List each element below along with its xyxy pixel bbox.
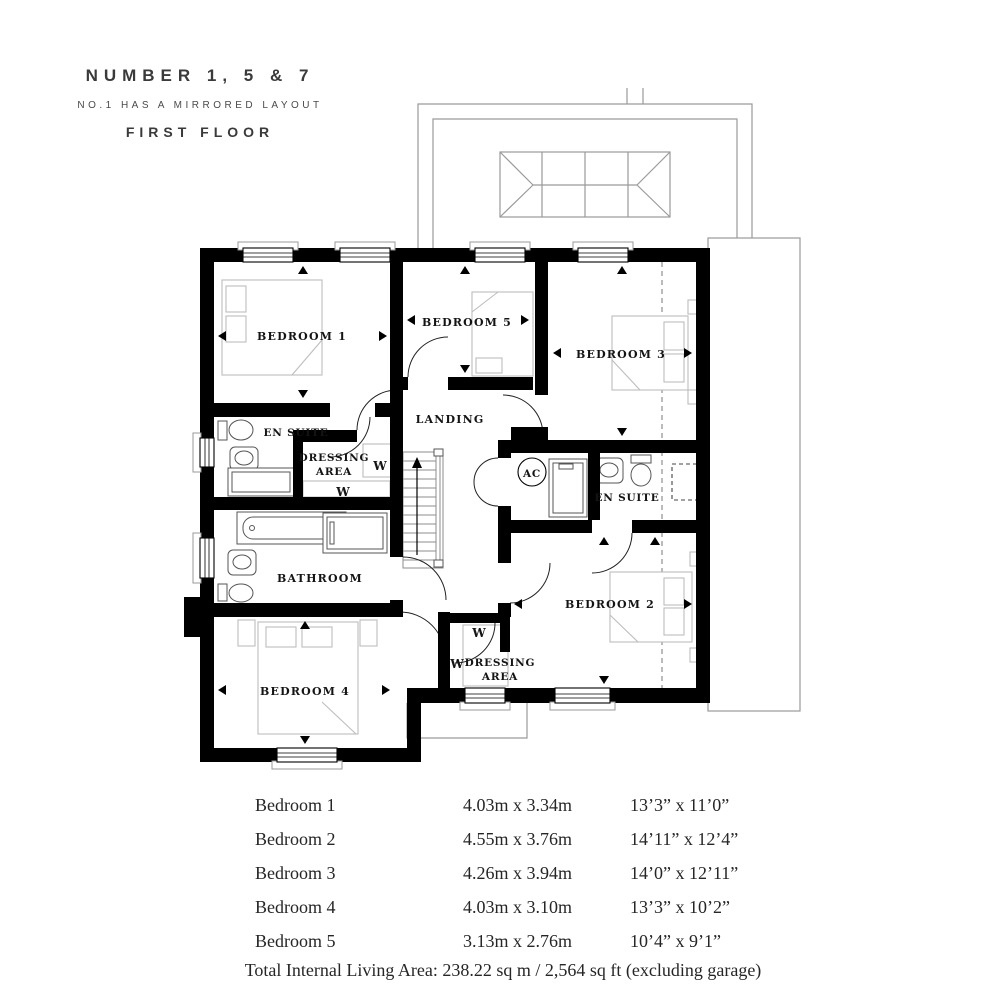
room-label-bedroom4: BEDROOM 4 xyxy=(260,685,350,698)
shower-tray-icon-ensuite1 xyxy=(228,468,294,496)
dimensions-table xyxy=(255,788,795,958)
page-title: NUMBER 1, 5 & 7 xyxy=(85,66,315,85)
room-name: Bedroom 1 xyxy=(255,794,336,815)
metric-size: 3.13m x 2.76m xyxy=(463,930,573,951)
imperial-size: 14’11” x 12’4” xyxy=(630,828,739,849)
room-name: Bedroom 5 xyxy=(255,930,336,951)
room-label-ensuite1: EN SUITE xyxy=(263,427,329,439)
metric-size: 4.55m x 3.76m xyxy=(463,828,573,849)
toilet-icon-ensuite2 xyxy=(631,455,651,486)
room-label-dressing2-line2: AREA xyxy=(481,671,519,683)
floor-label: FIRST FLOOR xyxy=(125,124,275,140)
room-name: Bedroom 3 xyxy=(255,862,336,883)
metric-size: 4.03m x 3.34m xyxy=(463,794,573,815)
room-label-bedroom1: BEDROOM 1 xyxy=(257,330,347,343)
room-label-landing: LANDING xyxy=(415,413,485,426)
sink-icon-ensuite2 xyxy=(596,458,623,483)
sink-icon-bathroom xyxy=(228,550,256,575)
imperial-size: 13’3” x 11’0” xyxy=(630,794,730,815)
metric-size: 4.03m x 3.10m xyxy=(463,896,573,917)
metric-size: 4.26m x 3.94m xyxy=(463,862,573,883)
page-subtitle: NO.1 HAS A MIRRORED LAYOUT xyxy=(77,100,323,111)
toilet-icon-ensuite1 xyxy=(218,420,253,440)
imperial-size: 14’0” x 12’11” xyxy=(630,862,739,883)
ac-label: AC xyxy=(522,468,542,480)
bed-icon-bedroom5 xyxy=(472,292,533,376)
table-row xyxy=(255,822,795,856)
wardrobe-label-2: W xyxy=(336,485,350,499)
room-label-dressing2-line1: DRESSING xyxy=(464,657,536,669)
garage-outline xyxy=(708,238,800,711)
room-label-dressing1-line2: AREA xyxy=(315,466,353,478)
table-row xyxy=(255,890,795,924)
room-name: Bedroom 2 xyxy=(255,828,336,849)
bed-icon-bedroom1 xyxy=(222,280,322,375)
room-name: Bedroom 4 xyxy=(255,896,336,917)
wardrobe-label-1: W xyxy=(373,459,387,473)
imperial-size: 13’3” x 10’2” xyxy=(630,896,730,917)
room-label-ensuite2: EN SUITE xyxy=(594,492,660,504)
water-tank-icon xyxy=(549,459,587,517)
bed-icon-bedroom4 xyxy=(238,620,377,734)
table-row xyxy=(255,924,795,958)
staircase xyxy=(403,449,443,568)
sink-icon-ensuite1 xyxy=(230,447,258,470)
wardrobe-label-3: W xyxy=(472,626,486,640)
imperial-size: 10’4” x 9’1” xyxy=(630,930,721,951)
shower-cubicle-icon-bathroom xyxy=(323,513,387,553)
room-label-dressing1-line1: DRESSING xyxy=(298,452,370,464)
room-label-bedroom3: BEDROOM 3 xyxy=(576,348,666,361)
table-row xyxy=(255,788,795,822)
total-area-text: Total Internal Living Area: 238.22 sq m / 2,564 sq ft (excluding garage) xyxy=(244,960,762,980)
roof-outline xyxy=(418,88,752,248)
room-label-bedroom2: BEDROOM 2 xyxy=(565,598,655,611)
room-label-bathroom: BATHROOM xyxy=(277,572,363,585)
wardrobe-label-4: W xyxy=(450,657,464,671)
room-label-bedroom5: BEDROOM 5 xyxy=(422,316,512,329)
toilet-icon-bathroom xyxy=(218,584,253,602)
table-row xyxy=(255,856,795,890)
